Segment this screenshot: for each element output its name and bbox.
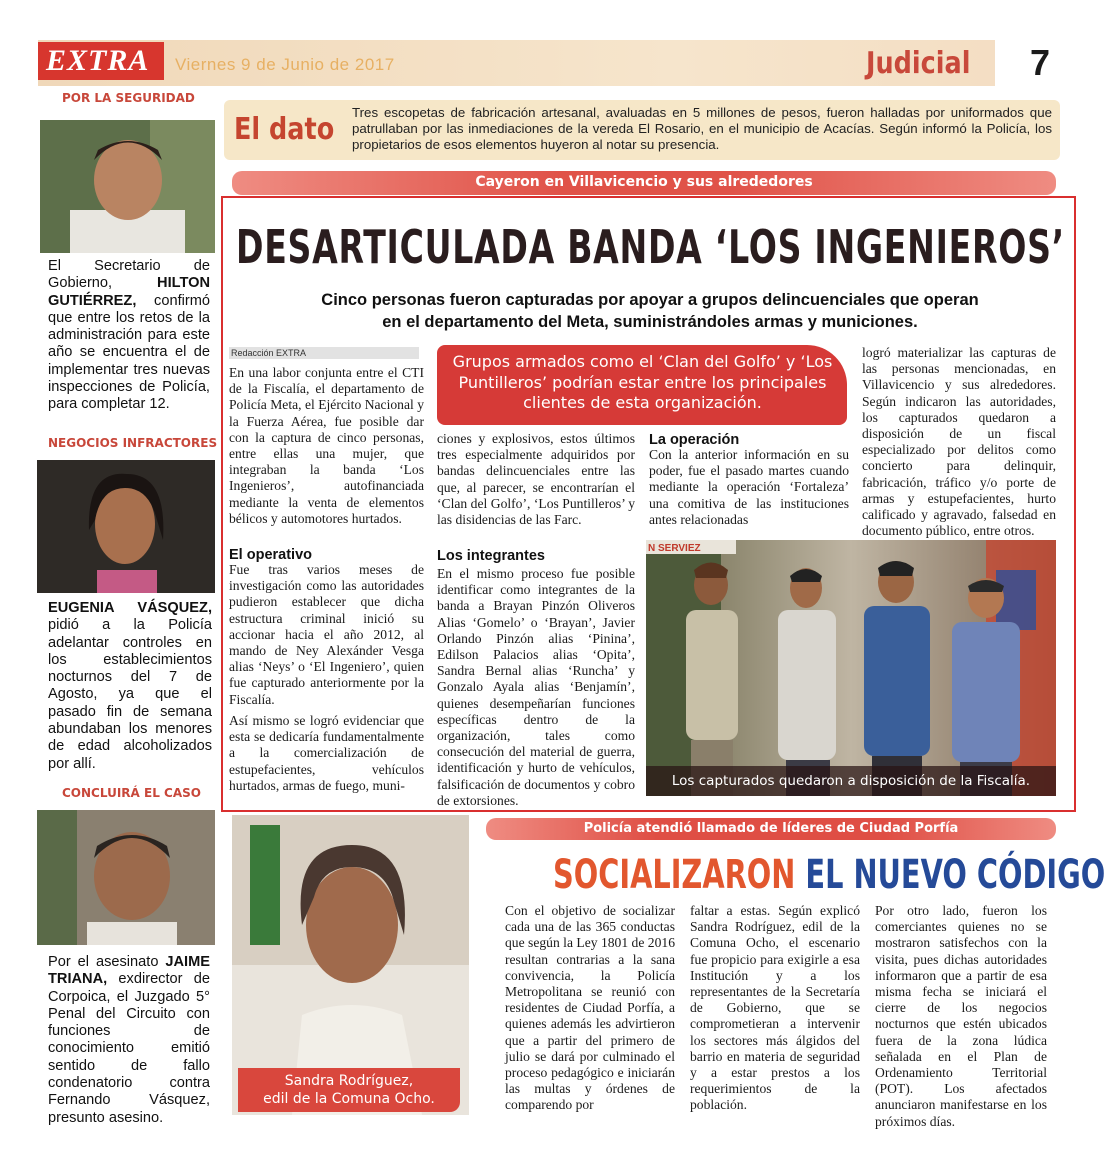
sidebar-heading: NEGOCIOS INFRACTORES: [48, 436, 218, 450]
caption-line: edil de la Comuna Ocho.: [263, 1091, 435, 1107]
caption-line: Sandra Rodríguez,: [284, 1073, 414, 1089]
main-headline: DESARTICULADA BANDA ‘LOS INGENIEROS’: [236, 220, 1065, 274]
sidebar-text-part: Por el asesinato: [48, 954, 166, 970]
portrait-illustration: [37, 810, 215, 945]
sidebar-text: [48, 954, 210, 1127]
sidebar-heading: POR LA SEGURIDAD: [62, 91, 195, 105]
article-paragraph: Con el objetivo de socializar cada una de las 365 conductas que según la Ley 1801 de 2016 resultan contrarias a la sana convivencia, la Policía Metropolitana se reunió con residentes de Ciudad Porfía, a quienes además les advirtieron que a partir del primero de julio se dará por culminado el proceso pedagógico e iniciarán las multas y órdenes de comparendo por: [505, 903, 675, 1113]
headline-part: SOCIALIZARON: [553, 852, 796, 898]
section-title: Judicial: [866, 46, 971, 81]
sidebar-heading: CONCLUIRÁ EL CASO: [62, 786, 201, 800]
subhead-line-1: Cinco personas fueron capturadas por apoyar a grupos delincuenciales que operan: [321, 291, 979, 309]
article-paragraph: faltar a estas. Según explicó Sandra Rodríguez, edil de la Comuna Ocho, el escenario fue propicio para exigirle a esa Institución y a los representantes de la Secretaría de Gobierno, que se comprometieran a intervenir los sectores más álgidos del barrio en materia de seguridad y a estar prestos a los requerimientos de la población.: [690, 903, 860, 1113]
pull-quote: Grupos armados como el ‘Clan del Golfo’ y ‘Los Puntilleros’ podrían estar entre los principales clientes de esta organización.: [452, 352, 833, 412]
article-paragraph: Fue tras varios meses de investigación como las autoridades pudieron establecer que dicha estructura criminal inició su accionar hacia el año 2012, al mando de Ney Alexánder Vesga alias ‘Neys’ o ‘El Ingeniero’, quien fue capturado anteriormente por la Fiscalía.: [229, 562, 424, 707]
article-paragraph: En una labor conjunta entre el CTI de la Fiscalía, el departamento de Policía Meta, el Ejército Nacional y la Fuerza Aérea, fue posible dar con la captura de cinco personas, entre ellas una mujer, que integraban la banda ‘Los Ingenieros’, autofinanciada mediante la venta de elementos bélicos y automotores hurtados.: [229, 365, 424, 526]
sidebar-text-part: pidió a la Policía adelantar controles en los establecimientos nocturnos del 7 de Agosto, ya que el pasado fin de semana abundaban los menores de edad alcoholizados por allí.: [48, 617, 212, 772]
main-subhead: [280, 289, 1020, 333]
article-paragraph: Con la anterior información en su poder, fue el pasado martes cuando mediante la operación ‘Fortaleza’ una comitiva de las instituciones antes relacionadas: [649, 447, 849, 527]
article-paragraph: logró materializar las capturas de las personas mencionadas, en Villavicencio y sus alrededores. Según indicaron las autoridades, los capturados quedaron a disposición de un fiscal especializado por delitos como concierto para delinquir, fabricación, tráfico y/o porte de armas y estupefacientes, hurto calificado y agravado, falsedad en documento público, entre otros.: [862, 345, 1056, 539]
byline-credit: Redacción EXTRA: [229, 347, 419, 359]
main-kicker: Cayeron en Villavicencio y sus alrededores: [475, 174, 813, 190]
sidebar-text-part: exdirector de Corpoica, el Juzgado 5° Penal del Circuito con funciones de conocimiento emitió sentido de fallo condenatorio contra Fernando Vásquez, presunto asesino.: [48, 971, 210, 1126]
el-dato-label: El dato: [234, 112, 335, 147]
arrested-suspects-photo: [646, 540, 1056, 796]
portrait-illustration: [37, 460, 215, 593]
newspaper-logo: EXTRA: [46, 44, 150, 77]
hilton-gutierrez-photo: [40, 120, 215, 253]
sidebar-text: [48, 600, 212, 773]
el-dato-text: Tres escopetas de fabricación artesanal, avaluadas en 5 millones de pesos, fueron halladas por uniformados que patrullaban por las inmediaciones de la vereda El Rosario, en el municipio de Acacías. Según informó la Policía, los propietarios de esos elementos huyeron al notar su presencia.: [352, 105, 1052, 152]
photo-banner-text: N SERVIEZ: [648, 543, 701, 554]
sidebar-name: JAIME TRIANA,: [48, 954, 210, 988]
subtitle-operacion: La operación: [649, 432, 740, 448]
second-kicker: Policía atendió llamado de líderes de Ciudad Porfía: [583, 821, 959, 836]
sidebar-name: HILTON GUTIÉRREZ,: [48, 275, 210, 309]
subtitle-operativo: El operativo: [229, 547, 312, 563]
sidebar-text-part: El Secretario de Gobierno,: [48, 258, 210, 292]
second-headline: [553, 852, 1105, 898]
portrait-illustration: [40, 120, 215, 253]
issue-date: Viernes 9 de Junio de 2017: [175, 55, 395, 74]
sidebar-text: [48, 258, 210, 414]
headline-part: EL NUEVO CÓDIGO: [795, 852, 1106, 898]
article-paragraph: Por otro lado, fueron los comerciantes quienes no se mostraron satisfechos con la visita, pues dichas autoridades informaron que a partir de esa misma fecha se iniciará el cierre de los negocios nocturnos que estén ubicados fuera de la zona lúdica señalada en el Plan de Ordenamiento Territorial (POT). Los afectados anunciaron manifestarse en los próximos días.: [875, 903, 1047, 1129]
article-paragraph: Así mismo se logró evidenciar que esta se dedicaría fundamentalmente a la comercialización de estupefacientes, vehículos hurtados, armas de fuego, muni-: [229, 713, 424, 793]
subhead-line-2: en el departamento del Meta, suministrándoles armas y municiones.: [382, 313, 918, 331]
article-paragraph: ciones y explosivos, estos últimos tres especialmente adquiridos por bandas delincuenciales entre las que, al parecer, se encontrarían el ‘Clan del Golfo’, ‘Los Puntilleros’ y las disidencias de las Farc.: [437, 431, 635, 528]
jaime-triana-photo: [37, 810, 215, 945]
subtitle-integrantes: Los integrantes: [437, 548, 545, 564]
suspects-photo-illustration: [646, 540, 1056, 796]
sidebar-text-part: confirmó que entre los retos de la administración para este año se encuentra el de implementar tres nuevas inspecciones de Policía, para completar 12.: [48, 292, 210, 413]
page-number: 7: [1030, 42, 1051, 83]
photo-caption: [238, 1072, 460, 1108]
sidebar-name: EUGENIA VÁSQUEZ,: [48, 600, 212, 616]
eugenia-vasquez-photo: [37, 460, 215, 593]
photo-caption: Los capturados quedaron a disposición de la Fiscalía.: [671, 773, 1031, 789]
article-paragraph: En el mismo proceso fue posible identificar como integrantes de la banda a Brayan Pinzón Oliveros Alias ‘Gomelo’ o ‘Brayan’, Javier Orlando Pinzón alias ‘Pinina’, Edilson Palacios alias ‘Opita’, Sandra Bernal alias ‘Runcha’ y Gonzalo Ayala alias ‘Benjamín’, quienes desempeñarían funciones específicas dentro de la organización, tales como consecución del material de guerra, identificación y hurto de vehículos, falsificación de documentos y cobro de extorsiones.: [437, 566, 635, 808]
